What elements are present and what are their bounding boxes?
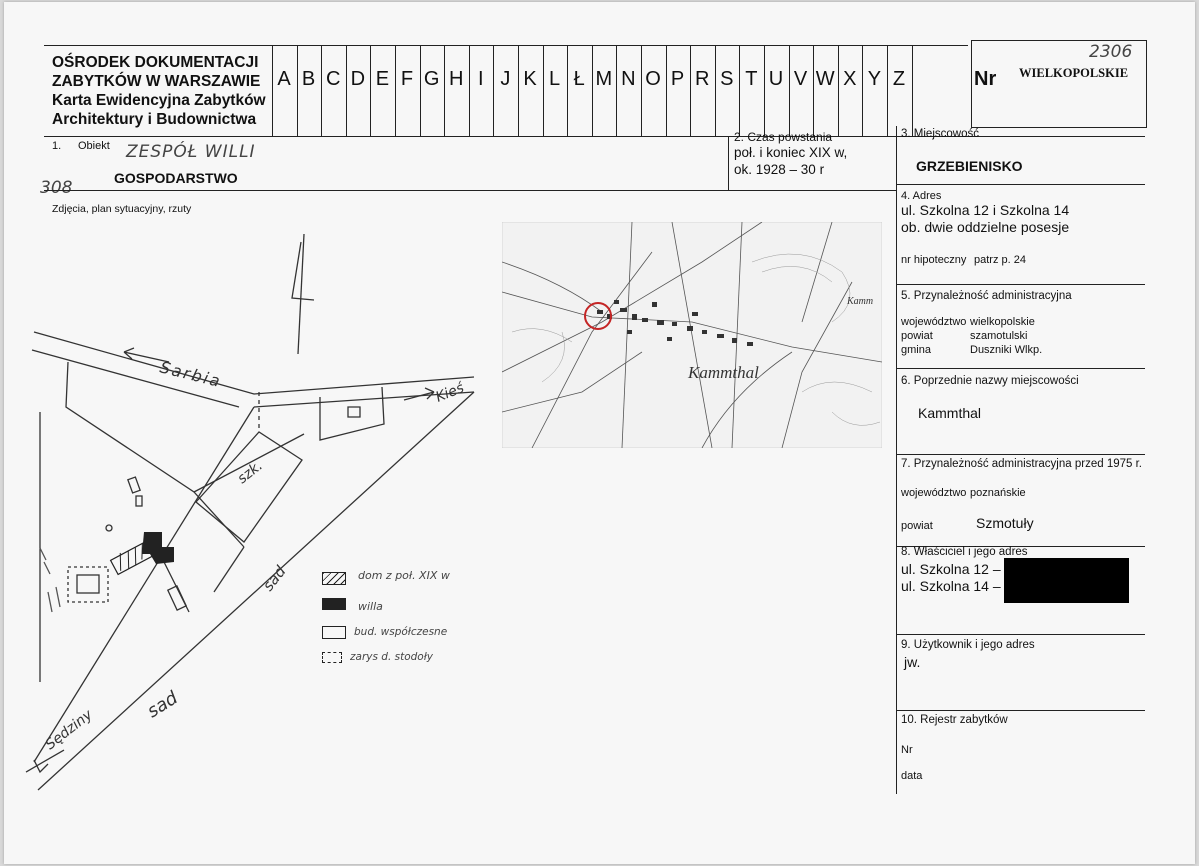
letter-grid-divider [567,45,568,136]
letter-grid-divider [666,45,667,136]
legend-item-1: dom z poł. XIX w [358,569,450,582]
index-letter: Z [892,68,906,90]
rule-4-5 [896,284,1145,285]
orchard-label-1: sad [258,562,290,595]
index-letter: L [549,68,561,90]
field6-value: Kammthal [918,405,982,421]
field5-voiv-value: wielkopolskie [970,316,1035,328]
index-letter: A [277,68,291,90]
letter-grid-divider [395,45,396,136]
field7-powiat-value: Szmotuły [976,515,1034,531]
road-sedziny-label: Sędziny [42,706,96,754]
legend-filled-symbol [322,598,346,610]
field3-label: 3. Miejscowość [901,128,979,140]
divider-field2 [728,136,729,190]
letter-grid-divider [272,45,273,136]
letter-grid-divider [862,45,863,136]
map-kamm-label: Kamm [847,296,874,307]
letter-grid-divider [813,45,814,136]
field5-label: 5. Przynależność administracyjna [901,290,1072,302]
field10-label: 10. Rejestr zabytków [901,714,1008,726]
letter-grid-divider [616,45,617,136]
field8-label: 8. Właściciel i jego adres [901,546,1028,558]
letter-grid-divider [543,45,544,136]
institution-name-line2: ZABYTKÓW W WARSZAWIE [52,73,261,90]
header-top-rule [44,45,968,46]
letter-grid-divider [370,45,371,136]
field2-label: 2. Czas powstania [734,130,833,144]
rule-5-6 [896,368,1145,369]
index-letter: S [720,68,734,90]
orchard-label-2: sad [143,687,182,723]
field3-value: GRZEBIENISKO [916,158,1023,174]
map-town-label: Kammthal [688,363,759,382]
field7-voiv-value: poznańskie [970,487,1026,499]
rule-3-4 [896,184,1145,185]
letter-grid-divider [838,45,839,136]
road-kies-label: Kieś [433,380,467,406]
field9-label: 9. Użytkownik i jego adres [901,639,1035,651]
field8-line1: ul. Szkolna 12 – [901,561,1001,577]
road-sarbia-label: Sarbia [158,357,224,392]
letter-grid-divider [715,45,716,136]
photos-label: Zdjęcia, plan sytuacyjny, rzuty [52,203,192,215]
field8-line2: ul. Szkolna 14 – [901,578,1001,594]
card-title-line1: Karta Ewidencyjna Zabytków [52,92,266,109]
mortgage-value: patrz p. 24 [974,254,1026,266]
index-letter: E [375,68,390,90]
site-plan-sketch [4,202,564,802]
index-letter: K [523,68,537,90]
field1-handwritten: ZESPÓŁ WILLI [126,142,256,162]
handwritten-card-number: 2306 [1089,42,1133,62]
institution-name-line1: OŚRODEK DOKUMENTACJI [52,54,259,71]
index-letter: N [621,68,636,90]
letter-grid-divider [420,45,421,136]
letter-grid-divider [690,45,691,136]
index-letter: B [301,68,316,90]
field2-line2: ok. 1928 – 30 r [734,162,825,177]
letter-grid-divider [912,45,913,136]
letter-grid-divider [641,45,642,136]
rule-8-9 [896,634,1145,635]
field6-label: 6. Poprzednie nazwy miejscowości [901,375,1079,387]
right-column-divider [896,126,897,794]
field1-value: GOSPODARSTWO [114,170,238,186]
school-label: szk. [234,457,266,488]
field9-value: jw. [904,654,921,670]
rule-6-7 [896,454,1145,455]
field4-line2: ob. dwie oddzielne posesje [901,219,1070,235]
redaction-block [1004,558,1129,603]
index-letter: J [500,68,511,90]
index-letter: O [645,68,661,90]
header-bottom-rule [44,136,1145,137]
index-letter: T [745,68,758,90]
field5-voiv-label: województwo [901,316,967,328]
field5-powiat-label: powiat [901,330,933,342]
letter-grid-divider [469,45,470,136]
field10-date-label: data [901,770,923,782]
letter-grid-divider [764,45,765,136]
row1-bottom-rule [44,190,896,191]
letter-grid-divider [887,45,888,136]
letter-grid-divider [493,45,494,136]
index-letter: G [423,68,440,90]
letter-grid-divider [444,45,445,136]
index-letter: H [448,68,464,90]
index-letter: R [694,68,710,90]
region-label: WIELKOPOLSKIE [1019,66,1129,80]
rule-9-10 [896,710,1145,711]
field5-powiat-value: szamotulski [970,330,1028,342]
field4-label: 4. Adres [901,190,942,202]
field5-gmina-value: Duszniki Wlkp. [970,344,1043,356]
legend-item-3: bud. współczesne [354,626,448,638]
field7-powiat-label: powiat [901,520,933,532]
index-letter: X [843,68,857,90]
field1-label: Obiekt [78,140,110,152]
letter-grid-divider [789,45,790,136]
card-title-line2: Architektury i Budownictwa [52,111,257,128]
field2-line1: poł. i koniec XIX w, [734,145,848,160]
field7-voiv-label: województwo [901,487,967,499]
letter-grid-divider [518,45,519,136]
letter-grid-divider [739,45,740,136]
index-letter: W [815,68,835,90]
index-letter: F [400,68,414,90]
index-letter: C [325,68,341,90]
field7-label: 7. Przynależność administracyjna przed 1975 r. [901,458,1142,470]
nr-label: Nr [974,68,997,90]
index-letter: M [595,68,613,90]
letter-grid-divider [346,45,347,136]
index-letter: I [478,68,484,90]
margin-note: 308 [40,178,73,198]
letter-grid-divider [592,45,593,136]
index-letter: P [670,68,685,90]
legend-item-4: zarys d. stodoły [350,651,433,663]
field10-nr-label: Nr [901,744,913,756]
mortgage-label: nr hipoteczny [901,254,967,266]
field1-number: 1. [52,140,62,152]
letter-grid-divider [321,45,322,136]
index-letter: D [350,68,366,90]
legend-dashed-symbol [322,652,342,663]
legend-item-2: willa [358,600,383,613]
field4-line1: ul. Szkolna 12 i Szkolna 14 [901,202,1070,218]
legend-empty-symbol [322,626,346,639]
legend-hatched-symbol [322,572,346,585]
record-card [4,2,1195,864]
index-letter: V [793,68,808,90]
field5-gmina-label: gmina [901,344,931,356]
index-letter: Ł [573,68,585,90]
index-letter: Y [867,68,882,90]
letter-grid-divider [297,45,298,136]
index-letter: U [768,68,784,90]
